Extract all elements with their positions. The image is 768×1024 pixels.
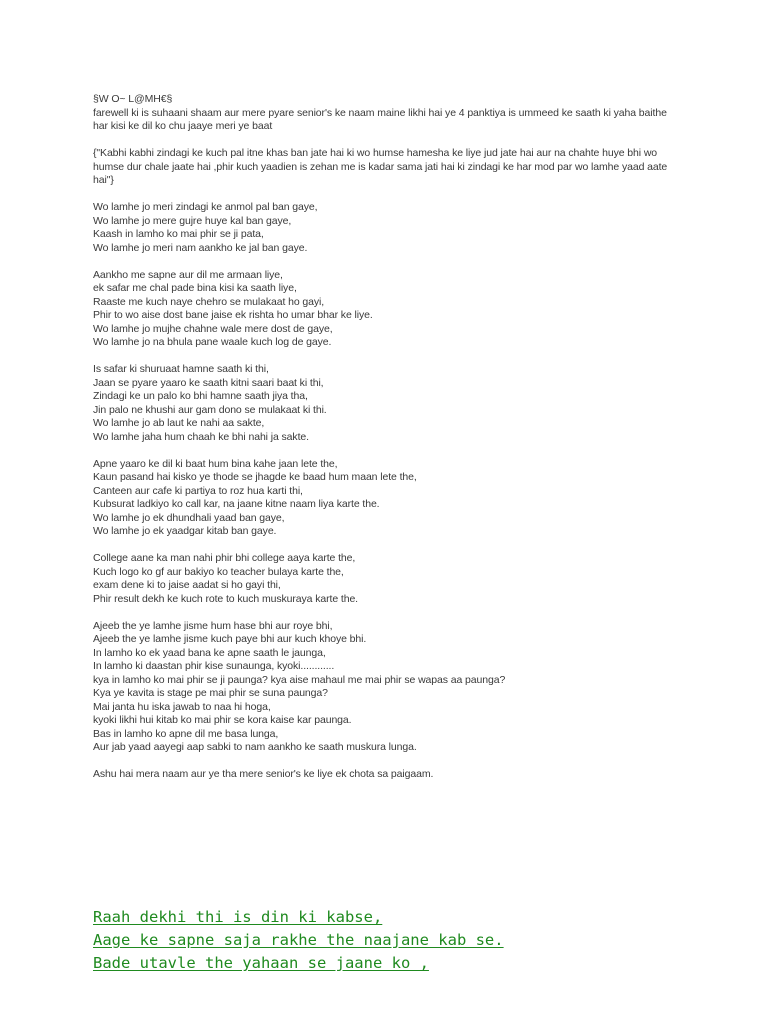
stanza-line: Apne yaaro ke dil ki baat hum bina kahe jaan lete the, xyxy=(93,457,338,470)
green-verse xyxy=(93,906,693,975)
stanza-line: kya in lamho ko mai phir se ji paunga? kya aise mahaul me mai phir se wapas aa paunga? xyxy=(93,673,506,686)
stanza-line: Jin palo ne khushi aur gam dono se mulakaat ki thi. xyxy=(93,403,327,416)
quote-line: humse dur chale jaate hai ,phir kuch yaadien is zehan me is kadar sama jati hai ki zindagi ke har mod par wo lamhe yaad aate xyxy=(93,160,668,173)
stanza-line: exam dene ki to jaise aadat si ho gayi thi, xyxy=(93,579,281,591)
signoff-line: Ashu hai mera naam aur ye tha mere senior's ke liye ek chota sa paigaam. xyxy=(93,768,434,780)
green-verse-line: Bade utavle the yahaan se jaane ko , xyxy=(93,954,429,972)
stanza-line: Ajeeb the ye lamhe jisme kuch paye bhi aur kuch khoye bhi. xyxy=(93,633,367,645)
stanza-3 xyxy=(93,363,683,444)
quote-line: hai"} xyxy=(93,174,114,186)
stanza-1 xyxy=(93,201,683,255)
stanza-line: Wo lamhe jo ab laut ke nahi aa sakte, xyxy=(93,417,265,429)
stanza-line: Phir result dekh ke kuch rote to kuch muskuraya karte the. xyxy=(93,592,358,605)
quote-line: {"Kabhi kabhi zindagi ke kuch pal itne khas ban jate hai ki wo humse hamesha ke liye jud jate hai aur na chahte huye bhi wo xyxy=(93,147,658,159)
stanza-line: Kya ye kavita is stage pe mai phir se suna paunga? xyxy=(93,687,328,699)
stanza-line: ek safar me chal pade bina kisi ka saath liye, xyxy=(93,282,297,294)
stanza-line: Wo lamhe jo ek yaadgar kitab ban gaye. xyxy=(93,525,277,537)
stanza-line: Wo lamhe jo meri nam aankho ke jal ban gaye. xyxy=(93,241,308,254)
stanza-line: Is safar ki shuruaat hamne saath ki thi, xyxy=(93,363,269,375)
stanza-line: Kaun pasand hai kisko ye thode se jhagde ke baad hum maan lete the, xyxy=(93,471,417,483)
stanza-line: Phir to wo aise dost bane jaise ek rishta ho umar bhar ke liye. xyxy=(93,309,373,321)
stanza-line: Wo lamhe jo na bhula pane waale kuch log de gaye. xyxy=(93,336,332,348)
green-verse-line: Aage ke sapne saja rakhe the naajane kab se. xyxy=(93,931,504,949)
stanza-2 xyxy=(93,269,683,350)
stanza-line: College aane ka man nahi phir bhi college aaya karte the, xyxy=(93,552,356,564)
stanza-line: Wo lamhe jo mujhe chahne wale mere dost de gaye, xyxy=(93,322,333,335)
stanza-line: Ajeeb the ye lamhe jisme hum hase bhi aur roye bhi, xyxy=(93,619,333,632)
stanza-line: In lamho ki daastan phir kise sunaunga, kyoki............ xyxy=(93,660,335,672)
stanza-4 xyxy=(93,458,683,539)
stanza-line: Zindagi ke un palo ko bhi hamne saath jiya tha, xyxy=(93,390,308,402)
stanza-line: Canteen aur cafe ki partiya to roz hua karti thi, xyxy=(93,484,303,497)
intro-line: har kisi ke dil ko chu jaaye meri ye baat xyxy=(93,120,273,132)
stanza-line: kyoki likhi hui kitab ko mai phir se kora kaise kar paunga. xyxy=(93,714,352,726)
signoff-block xyxy=(93,768,683,782)
quote-block xyxy=(93,147,683,188)
stanza-line: Aur jab yaad aayegi aap sabki to nam aankho ke saath muskura lunga. xyxy=(93,741,417,753)
stanza-line: Bas in lamho ko apne dil me basa lunga, xyxy=(93,727,279,740)
intro-block xyxy=(93,93,683,134)
intro-line: farewell ki is suhaani shaam aur mere pyare senior's ke naam maine likhi hai ye 4 panktiya is ummeed ke saath ki yaha baithe xyxy=(93,106,667,119)
stanza-line: In lamho ko ek yaad bana ke apne saath le jaunga, xyxy=(93,646,326,659)
stanza-line: Raaste me kuch naye chehro se mulakaat ho gayi, xyxy=(93,295,325,308)
stanza-line: Wo lamhe jaha hum chaah ke bhi nahi ja sakte. xyxy=(93,430,309,443)
poem-text xyxy=(93,93,683,795)
header-mark: §W O~ L@MH€§ xyxy=(93,93,173,105)
stanza-line: Wo lamhe jo meri zindagi ke anmol pal ban gaye, xyxy=(93,201,318,213)
stanza-line: Kubsurat ladkiyo ko call kar, na jaane kitne naam liya karte the. xyxy=(93,498,380,510)
stanza-line: Wo lamhe jo mere gujre huye kal ban gaye, xyxy=(93,214,292,227)
stanza-line: Kaash in lamho ko mai phir se ji pata, xyxy=(93,228,264,240)
stanza-line: Jaan se pyare yaaro ke saath kitni saari baat ki thi, xyxy=(93,376,324,389)
stanza-6 xyxy=(93,620,683,755)
green-verse-line: Raah dekhi thi is din ki kabse, xyxy=(93,908,383,926)
stanza-5 xyxy=(93,552,683,606)
stanza-line: Mai janta hu iska jawab to naa hi hoga, xyxy=(93,700,271,713)
stanza-line: Kuch logo ko gf aur bakiyo ko teacher bulaya karte the, xyxy=(93,565,344,578)
stanza-line: Wo lamhe jo ek dhundhali yaad ban gaye, xyxy=(93,511,285,524)
stanza-line: Aankho me sapne aur dil me armaan liye, xyxy=(93,268,283,281)
